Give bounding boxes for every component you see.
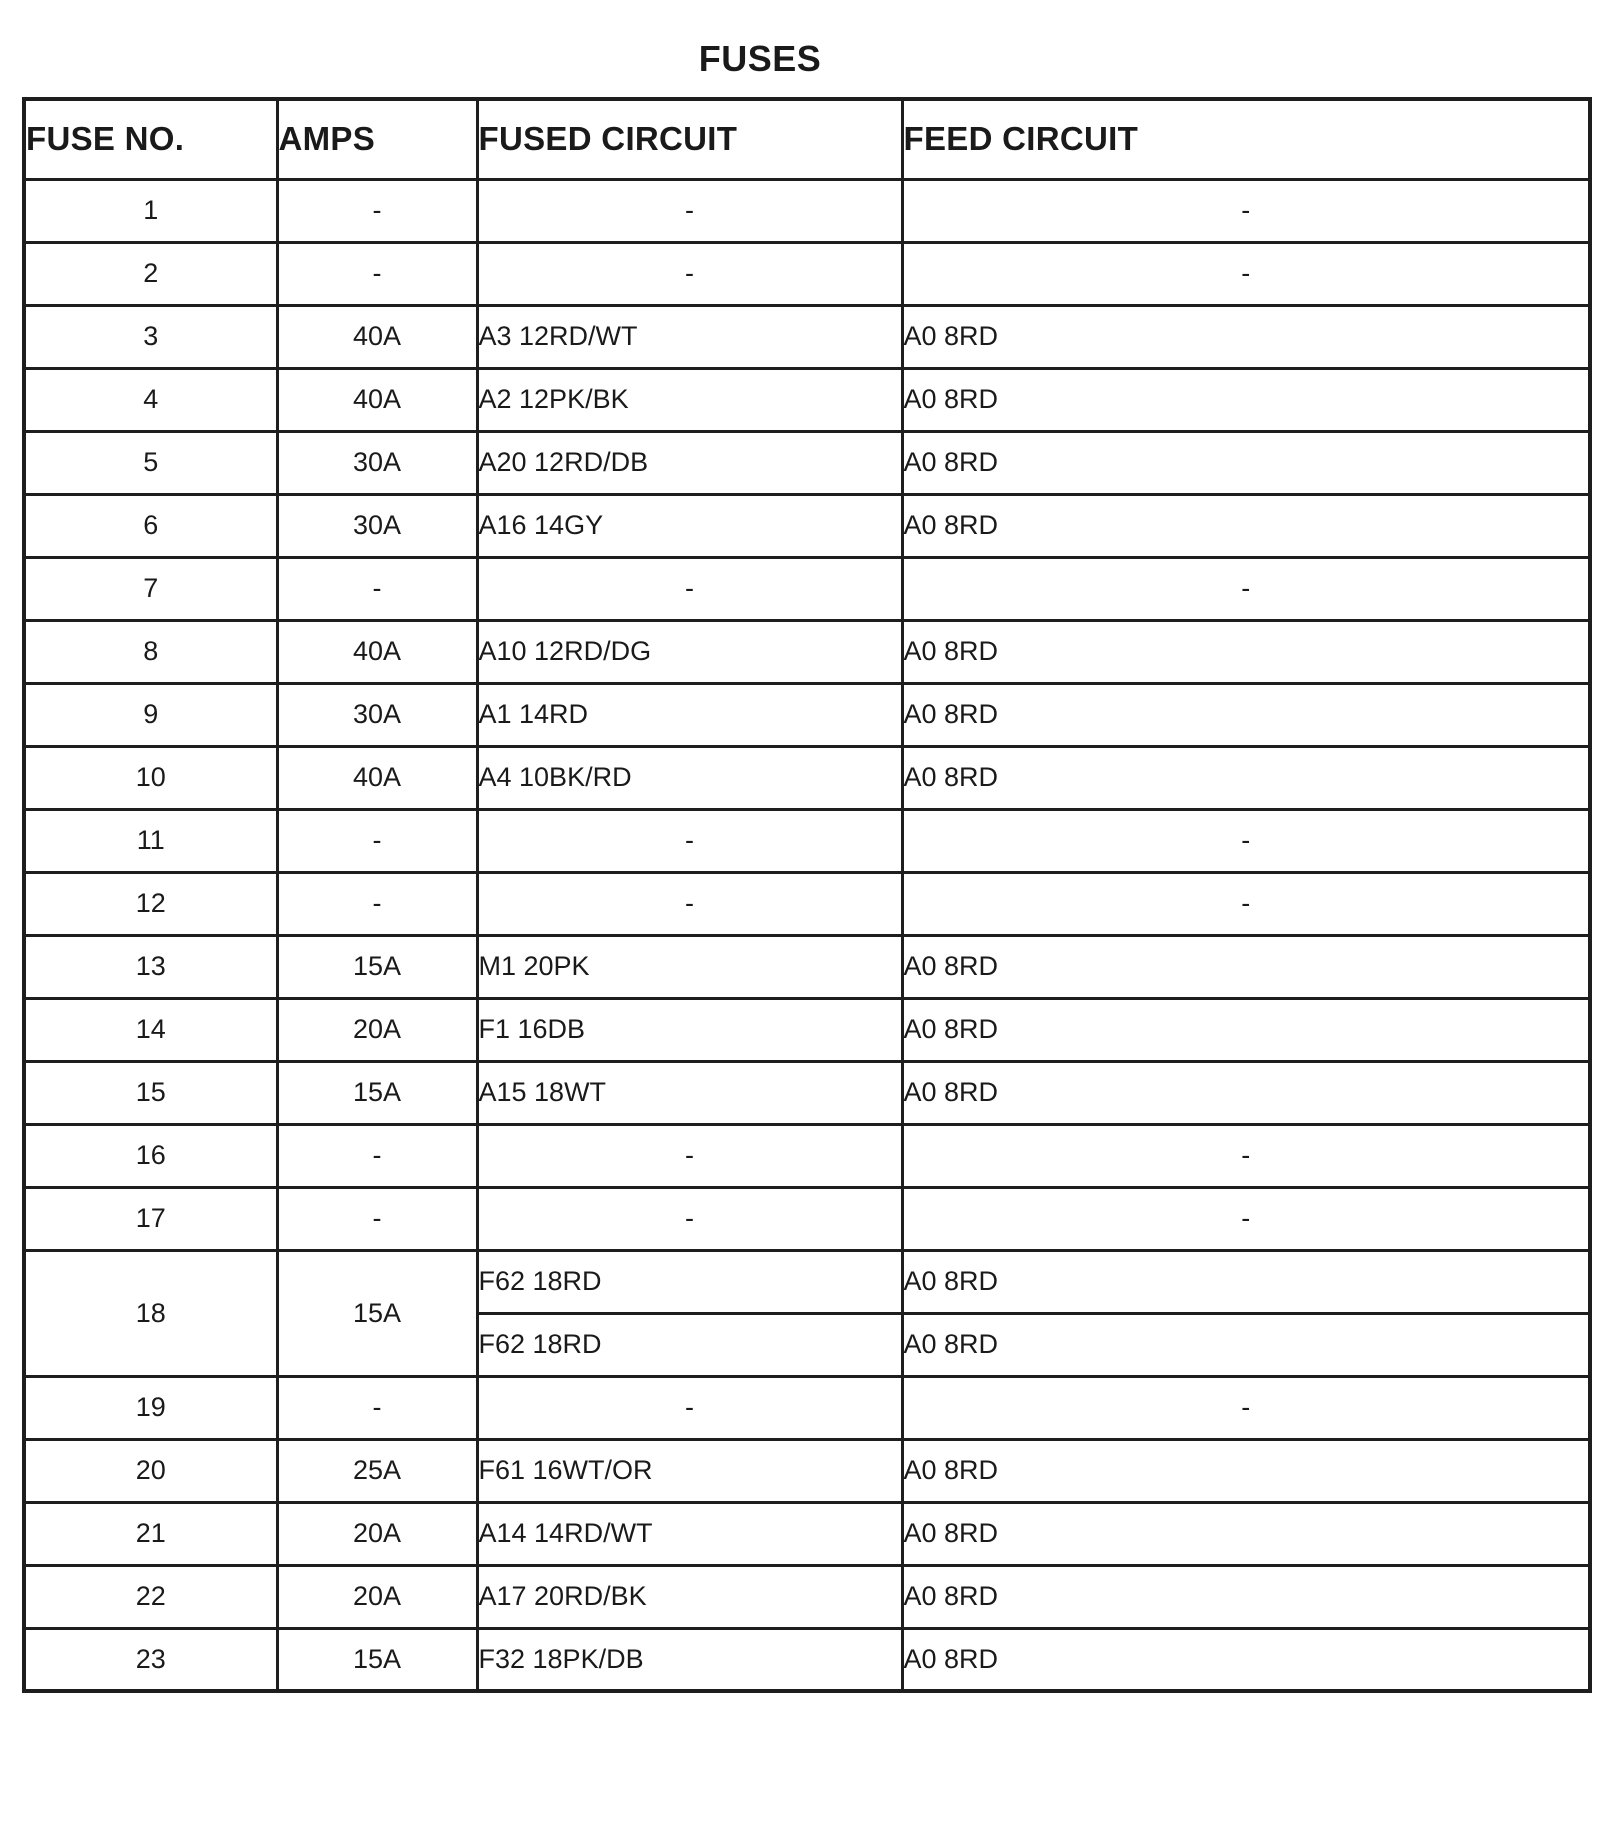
table-row [24,683,1590,746]
fused-circuit-cell: A15 18WT [477,1061,902,1124]
fuse-number-cell: 14 [24,998,277,1061]
fused-circuit-cell: A10 12RD/DG [477,620,902,683]
fused-circuit-cell: A14 14RD/WT [477,1502,902,1565]
fused-circuit-cell: F62 18RD [477,1250,902,1313]
amps-cell: 15A [277,935,477,998]
column-header-fused-circuit: FUSED CIRCUIT [477,99,902,179]
fused-circuit-cell: - [477,1187,902,1250]
fuse-number-cell: 1 [24,179,277,242]
feed-circuit-cell: A0 8RD [902,1061,1590,1124]
table-row [24,1439,1590,1502]
column-header-amps: AMPS [277,99,477,179]
feed-circuit-cell: A0 8RD [902,1439,1590,1502]
fuse-number-cell: 22 [24,1565,277,1628]
fuse-number-cell: 18 [24,1250,277,1376]
fuse-number-cell: 11 [24,809,277,872]
fused-circuit-cell: A3 12RD/WT [477,305,902,368]
table-row [24,872,1590,935]
fused-circuit-cell: - [477,1376,902,1439]
feed-circuit-cell: - [902,1376,1590,1439]
feed-circuit-cell: - [902,872,1590,935]
fused-circuit-cell: A20 12RD/DB [477,431,902,494]
fused-circuit-cell: - [477,242,902,305]
table-body [24,179,1590,1691]
feed-circuit-cell: A0 8RD [902,683,1590,746]
table-row [24,809,1590,872]
fuse-number-cell: 10 [24,746,277,809]
table-row [24,368,1590,431]
fuse-number-cell: 7 [24,557,277,620]
fuse-number-cell: 8 [24,620,277,683]
feed-circuit-cell: - [902,1187,1590,1250]
table-row [24,242,1590,305]
feed-circuit-cell: - [902,1124,1590,1187]
fused-circuit-cell: F32 18PK/DB [477,1628,902,1691]
table-header-row [24,99,1590,179]
amps-cell: 20A [277,998,477,1061]
feed-circuit-cell: A0 8RD [902,1250,1590,1313]
fused-circuit-cell: A2 12PK/BK [477,368,902,431]
feed-circuit-cell: A0 8RD [902,620,1590,683]
fuse-number-cell: 5 [24,431,277,494]
fuse-number-cell: 21 [24,1502,277,1565]
fused-circuit-cell: - [477,872,902,935]
feed-circuit-cell: A0 8RD [902,998,1590,1061]
feed-circuit-cell: A0 8RD [902,746,1590,809]
fuse-number-cell: 15 [24,1061,277,1124]
table-row [24,746,1590,809]
amps-cell: 40A [277,305,477,368]
table-row [24,179,1590,242]
fuse-number-cell: 19 [24,1376,277,1439]
table-row [24,494,1590,557]
amps-cell: - [277,179,477,242]
feed-circuit-cell: A0 8RD [902,935,1590,998]
feed-circuit-cell: - [902,557,1590,620]
table-row [24,557,1590,620]
fused-circuit-cell: - [477,557,902,620]
table-row [24,1124,1590,1187]
feed-circuit-cell: A0 8RD [902,1628,1590,1691]
page-title: FUSES [698,38,822,79]
fuse-number-cell: 13 [24,935,277,998]
table-row [24,305,1590,368]
fused-circuit-cell: M1 20PK [477,935,902,998]
amps-cell: - [277,809,477,872]
amps-cell: - [277,1187,477,1250]
amps-cell: 40A [277,620,477,683]
fuse-number-cell: 17 [24,1187,277,1250]
fused-circuit-cell: A16 14GY [477,494,902,557]
amps-cell: 30A [277,431,477,494]
fused-circuit-cell: F61 16WT/OR [477,1439,902,1502]
fuse-number-cell: 12 [24,872,277,935]
feed-circuit-cell: A0 8RD [902,1565,1590,1628]
fuse-table [22,97,1592,1693]
fused-circuit-cell: A17 20RD/BK [477,1565,902,1628]
amps-cell: 30A [277,683,477,746]
table-row [24,1502,1590,1565]
amps-cell: 15A [277,1061,477,1124]
amps-cell: 40A [277,368,477,431]
fused-circuit-cell: F62 18RD [477,1313,902,1376]
fused-circuit-cell: F1 16DB [477,998,902,1061]
fused-circuit-cell: - [477,179,902,242]
fused-circuit-cell: A4 10BK/RD [477,746,902,809]
amps-cell: 20A [277,1502,477,1565]
feed-circuit-cell: - [902,242,1590,305]
fuse-number-cell: 6 [24,494,277,557]
feed-circuit-cell: - [902,179,1590,242]
amps-cell: - [277,872,477,935]
column-header-feed-circuit: FEED CIRCUIT [902,99,1590,179]
table-row [24,1187,1590,1250]
amps-cell: 40A [277,746,477,809]
feed-circuit-cell: A0 8RD [902,368,1590,431]
feed-circuit-cell: A0 8RD [902,431,1590,494]
fused-circuit-cell: A1 14RD [477,683,902,746]
feed-circuit-cell: A0 8RD [902,305,1590,368]
fuse-number-cell: 23 [24,1628,277,1691]
fuse-number-cell: 9 [24,683,277,746]
amps-cell: - [277,242,477,305]
table-row [24,1061,1590,1124]
feed-circuit-cell: A0 8RD [902,494,1590,557]
feed-circuit-cell: - [902,809,1590,872]
amps-cell: - [277,1124,477,1187]
amps-cell: 15A [277,1250,477,1376]
amps-cell: - [277,557,477,620]
fused-circuit-cell: - [477,809,902,872]
amps-cell: 30A [277,494,477,557]
amps-cell: - [277,1376,477,1439]
table-row [24,998,1590,1061]
table-row [24,1250,1590,1313]
amps-cell: 25A [277,1439,477,1502]
table-row [24,620,1590,683]
column-header-fuse-no: FUSE NO. [24,99,277,179]
fuse-number-cell: 4 [24,368,277,431]
table-row [24,935,1590,998]
fused-circuit-cell: - [477,1124,902,1187]
table-row [24,431,1590,494]
fuse-number-cell: 20 [24,1439,277,1502]
table-row [24,1628,1590,1691]
table-row [24,1376,1590,1439]
fuse-number-cell: 3 [24,305,277,368]
feed-circuit-cell: A0 8RD [902,1502,1590,1565]
table-row [24,1565,1590,1628]
feed-circuit-cell: A0 8RD [902,1313,1590,1376]
fuse-number-cell: 2 [24,242,277,305]
amps-cell: 15A [277,1628,477,1691]
amps-cell: 20A [277,1565,477,1628]
fuse-number-cell: 16 [24,1124,277,1187]
